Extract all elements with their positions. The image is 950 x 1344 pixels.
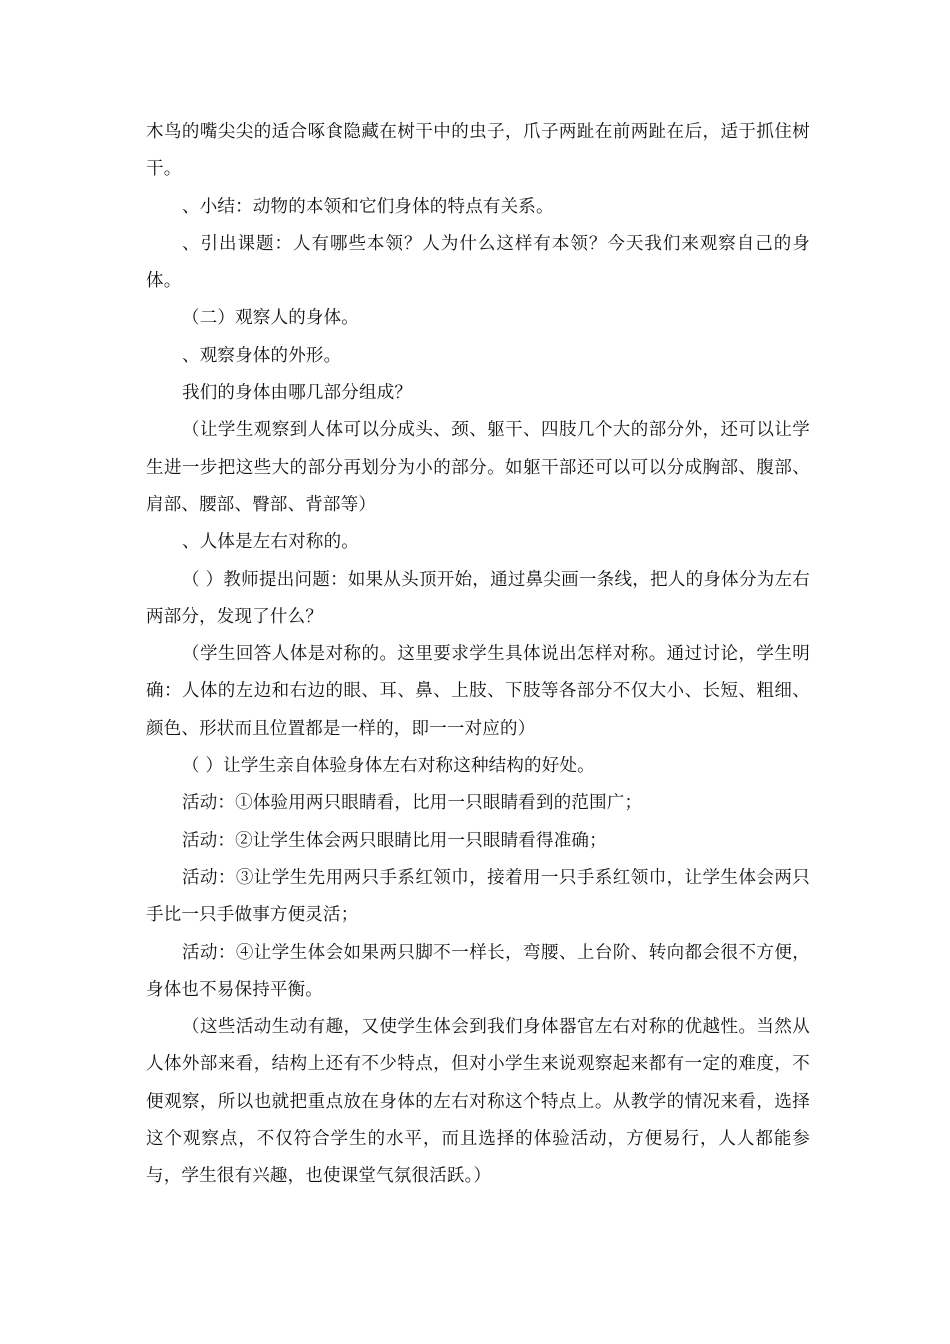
paragraph-teacher-question: （ ）教师提出问题：如果从头顶开始，通过鼻尖画一条线，把人的身体分为左右两部分，发现了什么？ [146,569,810,627]
paragraph-continued-woodpecker: 木鸟的嘴尖尖的适合啄食隐藏在树干中的虫子，爪子两趾在前两趾在后，适于抓住树干。 [146,122,810,180]
paragraph-summary: 、小结：动物的本领和它们身体的特点有关系。 [182,196,554,217]
paragraph-activity-4: 活动：④让学生体会如果两只脚不一样长，弯腰、上台阶、转向都会很不方便，身体也不易保持平衡。 [146,942,810,1000]
paragraph-activity-2: 活动：②让学生体会两只眼睛比用一只眼睛看得准确； [182,830,607,851]
paragraph-student-answer: （学生回答人体是对称的。这里要求学生具体说出怎样对称。通过讨论，学生明确：人体的左边和右边的眼、耳、鼻、上肢、下肢等各部分不仅大小、长短、粗细、颜色、形状而且位置都是一样的，即一一对应的） [146,644,810,739]
paragraph-question-body-parts: 我们的身体由哪几部分组成？ [182,383,413,404]
paragraph-activity-1: 活动：①体验用两只眼睛看，比用一只眼睛看到的范围广； [182,793,643,814]
paragraph-observe-shape: 、观察身体的外形。 [182,345,342,366]
paragraph-reflection: （这些活动生动有趣，又使学生体会到我们身体器官左右对称的优越性。当然从人体外部来看，结构上还有不少特点，但对小学生来说观察起来都有一定的难度，不便观察，所以也就把重点放在身体的左右对称这个特点上。从教学的情况来看，选择这个观察点，不仅符合学生的水平，而且选择的体验活动，方便易行，人人都能参与，学生很有兴趣，也使课堂气氛很活跃。） [146,1017,810,1187]
section-heading-observe-body: （二）观察人的身体。 [182,308,359,329]
paragraph-body-parts-note: （让学生观察到人体可以分成头、颈、躯干、四肢几个大的部分外，还可以让学生进一步把这些大的部分再划分为小的部分。如躯干部还可以可以分成胸部、腹部、肩部、腰部、臀部、背部等） [146,420,810,515]
paragraph-activity-3: 活动：③让学生先用两只手系红领巾，接着用一只手系红领巾，让学生体会两只手比一只手做事方便灵活； [146,867,810,926]
paragraph-symmetry: 、人体是左右对称的。 [182,532,359,553]
document-body [146,114,810,1196]
paragraph-introduce-topic: 、引出课题：人有哪些本领？人为什么这样有本领？今天我们来观察自己的身体。 [146,233,810,292]
paragraph-experience-symmetry: （ ）让学生亲自体验身体左右对称这种结构的好处。 [182,756,595,777]
